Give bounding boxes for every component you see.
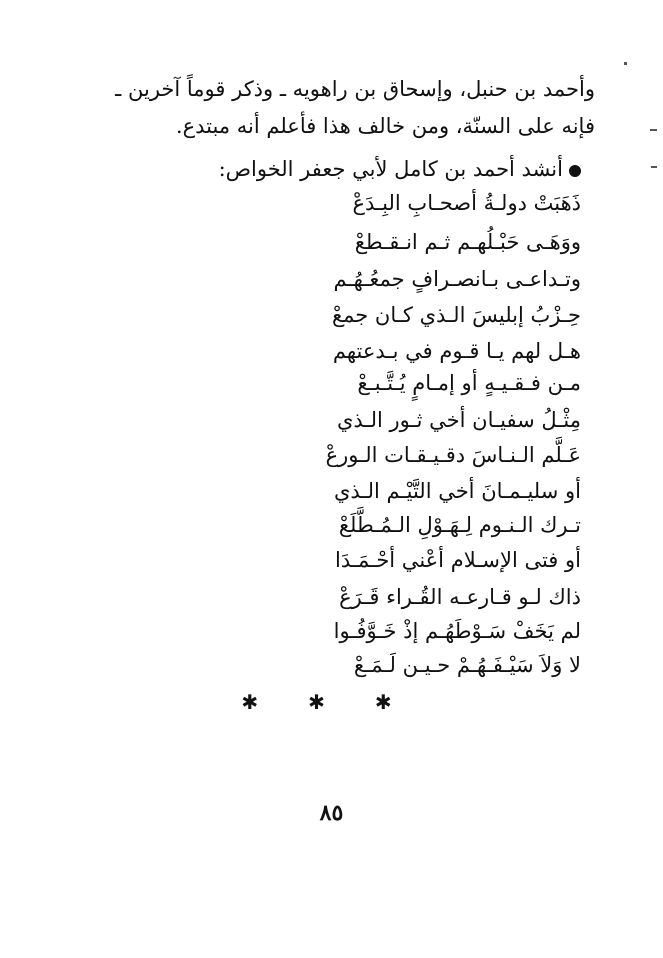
verse-line: مِثْـلُ سفيـان أخي ثـور الـذي xyxy=(336,408,581,432)
verse-line: ذاك لـو قـارعـه القُـراء قَـرَعْ xyxy=(339,585,581,609)
prose-line: وأحمد بن حنبل، وإسحاق بن راهويه ـ وذكر قوماً آخرين ـ xyxy=(115,77,595,101)
bullet-icon xyxy=(569,165,581,177)
verse-line: أو سليـمـانَ أخي التَّيْـم الـذي xyxy=(333,479,581,503)
verse-line: عَـلَّم الـنـاسَ دقـيـقـات الـورعْ xyxy=(325,443,581,467)
verse-line: وتـداعـى بـانصـرافٍ جمعُـهُـم xyxy=(333,267,581,291)
margin-tick xyxy=(651,166,657,168)
verse-line: لم يَخَفْ سَـوْطَهُـم إذْ خَـوَّفُـوا xyxy=(333,619,581,643)
verse-line: حِـزْبُ إبليسَ الـذي كـان جمعْ xyxy=(331,303,581,327)
asterisk-icon: ✱ xyxy=(308,690,355,714)
verse-line: ذَهَبَتْ دولـةُ أصحـابِ البِـدَعْ xyxy=(352,191,581,215)
verse-line: هـل لهم يـا قـوم في بـدعتهم xyxy=(332,339,581,363)
asterisk-icon: ✱ xyxy=(374,690,422,714)
page-number: ٨٥ xyxy=(319,800,344,826)
margin-dot xyxy=(624,62,627,65)
margin-tick xyxy=(650,129,657,131)
ornament-divider xyxy=(0,690,663,714)
verse-line: مـن فـقـيـهٍ أو إمـامٍ يُـتَّـبـعْ xyxy=(357,371,581,395)
intro-line xyxy=(219,154,581,184)
verse-line: تـرك الـنـوم لِـهَـوْلِ الـمُـطَّلَعْ xyxy=(338,513,581,537)
asterisk-icon: ✱ xyxy=(241,690,289,714)
intro-text: أنشد أحمد بن كامل لأبي جعفر الخواص: xyxy=(218,157,563,181)
verse-line: أو فتى الإسـلام أعْني أحْـمَـدَا xyxy=(335,548,581,572)
verse-line: ووَهَـى حَبْـلُهـم ثـم انـقـطعْ xyxy=(354,230,581,254)
prose-line: فإنه على السنّة، ومن خالف هذا فأعلم أنه مبتدع. xyxy=(175,114,595,138)
verse-line: لا وَلاَ سَيْـفَـهُـمْ حـيـن لَـمَـعْ xyxy=(353,653,581,677)
